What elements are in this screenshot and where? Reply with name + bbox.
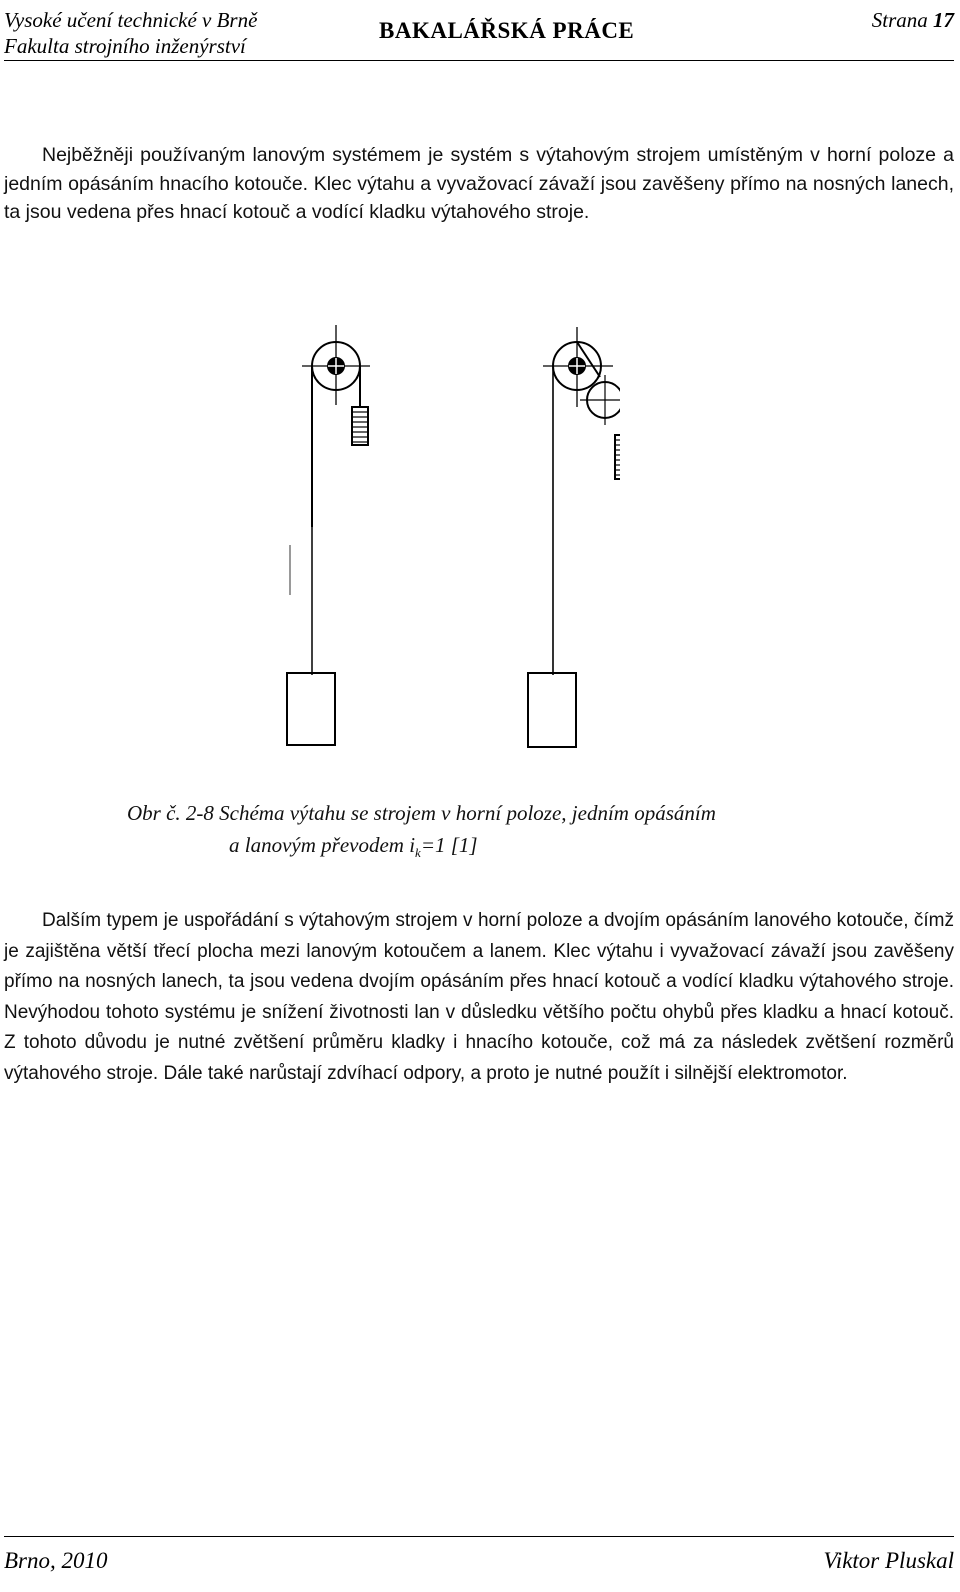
caption-line-1: Obr č. 2-8 Schéma výtahu se strojem v horní poloze, jedním opásáním (127, 801, 716, 825)
paragraph-double-wrap-text: Dalším typem je uspořádání s výtahovým strojem v horní poloze a dvojím opásáním lanového kotouče, čímž je zajištěna větší třecí plocha mezi lanovým kotoučem a lanem. Klec výtahu i vyvažovací závaží jsou zavěšeny přímo na nosných lanech, ta jsou vedena dvojím opásáním přes hnací kotouč a vodící kladku výtahového stroje. Nevýhodou tohoto systému je snížení životnosti lan v důsledku většího počtu ohybů přes kladku a hnací kotouč. Z tohoto důvodu je nutné zvětšení průměru kladky i hnacího kotouče, což má za následek zvětšení rozměrů výtahového stroje. Dále také narůstají zdvíhací odpory, a proto je nutné použít i silnější elektromotor. (4, 910, 954, 1084)
paragraph-intro-text: Nejběžněji používaným lanovým systémem je systém s výtahovým strojem umístěným v horní poloze a jedním opásáním hnacího kotouče. Klec výtahu a vyvažovací závaží jsou zavěšeny přímo na nosných lanech, ta jsou vedena přes hnací kotouč a vodící kladku výtahového stroje. (4, 144, 954, 223)
figure-caption (127, 797, 716, 869)
footer-rule (4, 1536, 954, 1537)
right-counterweight (615, 435, 620, 479)
header-faculty: Fakulta strojního inženýrství (4, 34, 246, 58)
page-header (4, 4, 954, 62)
header-university: Vysoké učení technické v Brně (4, 8, 258, 32)
header-page-label: Strana (871, 8, 928, 32)
paragraph-intro (4, 141, 954, 227)
header-doc-type: BAKALÁŘSKÁ PRÁCE (379, 18, 635, 43)
right-system (528, 327, 620, 747)
header-page-number: 17 (933, 8, 954, 32)
page-footer (4, 1536, 954, 1588)
footer-author: Viktor Pluskal (823, 1548, 954, 1573)
caption-line-2: a lanovým převodem $i_k=1$ [1] (229, 833, 478, 861)
left-system (287, 325, 370, 745)
paragraph-double-wrap (4, 906, 954, 1089)
header-rule (4, 60, 954, 61)
header-page (872, 8, 954, 33)
left-counterweight (352, 407, 368, 445)
footer-place-year: Brno, 2010 (4, 1548, 108, 1573)
elevator-schema-figure (260, 315, 620, 765)
right-cabin (528, 673, 576, 747)
left-cabin (287, 673, 335, 745)
header-institution (4, 7, 257, 59)
